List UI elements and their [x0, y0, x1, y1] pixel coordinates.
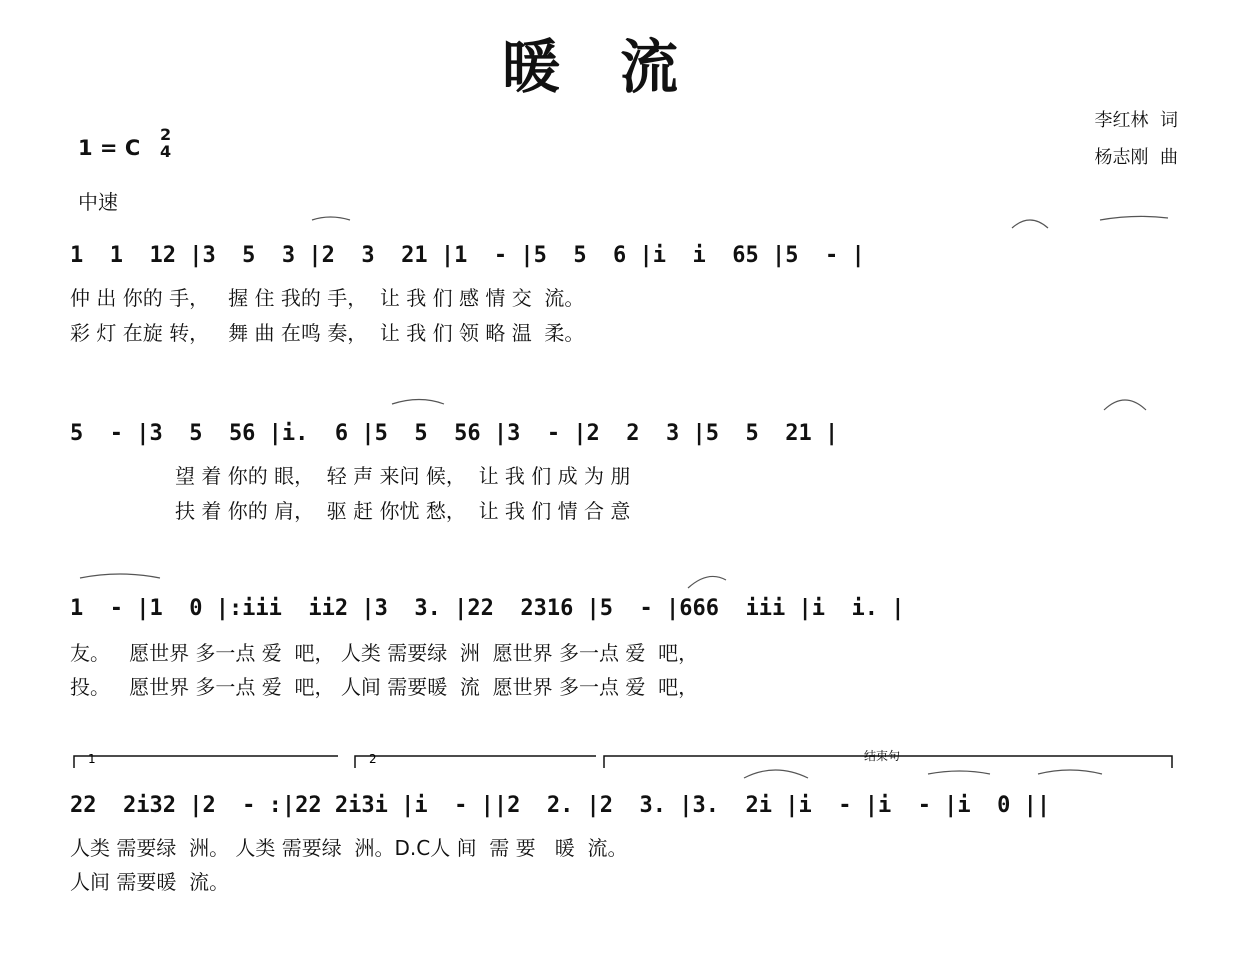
time-signature-bottom: 4 [160, 142, 172, 161]
system-4 [70, 793, 1050, 894]
composer-credit: 杨志刚 曲 [1094, 147, 1178, 168]
tempo-marking: 中速 [78, 190, 118, 214]
notes-line: 1 - |1 0 |:iii ii2 |3 3. |22 2316 |5 - |666 iii |i i. | [70, 596, 905, 621]
volta-2-label: 2 [369, 752, 377, 766]
lyrics-verse-2: 人间 需要暖 流。 [70, 870, 230, 894]
lyricist-credit: 李红林 词 [1094, 110, 1178, 131]
ending-label: 结束句 [864, 749, 901, 763]
notes-line: 5 - |3 5 56 |i. 6 |5 5 56 |3 - |2 2 3 |5 5 21 | [70, 421, 839, 446]
system-3 [70, 596, 904, 699]
volta-brackets [74, 756, 1172, 768]
lyrics-verse-1: 友。 愿世界 多一点 爱 吧， 人类 需要绿 洲 愿世界 多一点 爱 吧， [70, 641, 699, 665]
page-title: 暖流 [501, 33, 738, 101]
notes-line: 1 1 12 |3 5 3 |2 3 21 |1 - |5 5 6 |i i 65 |5 - | [70, 243, 865, 268]
notes-line: 22 2i32 |2 - :|22 2i3i |i - ||2 2. |2 3. |3. 2i |i - |i - |i 0 || [70, 793, 1051, 818]
lyrics-verse-1: 人类 需要绿 洲。 人类 需要绿 洲。D.C人 间 需 要 暖 流。 [70, 836, 628, 860]
lyrics-verse-1: 望 着 你的 眼， 轻 声 来问 候， 让 我 们 成 为 朋 [175, 464, 631, 488]
lyrics-verse-2: 扶 着 你的 肩， 驱 赶 你忧 愁， 让 我 们 情 合 意 [175, 499, 631, 523]
lyrics-verse-2: 彩 灯 在旋 转， 舞 曲 在鸣 奏， 让 我 们 领 略 温 柔。 [70, 321, 585, 345]
time-signature-top: 2 [160, 125, 172, 144]
volta-1-label: 1 [88, 752, 96, 766]
lyrics-verse-1: 仲 出 你的 手， 握 住 我的 手， 让 我 们 感 情 交 流。 [70, 286, 585, 310]
system-2 [70, 421, 838, 523]
system-1 [70, 243, 865, 345]
key-signature: 1 = C [78, 136, 141, 160]
lyrics-verse-2: 投。 愿世界 多一点 爱 吧， 人间 需要暖 流 愿世界 多一点 爱 吧， [70, 675, 699, 699]
